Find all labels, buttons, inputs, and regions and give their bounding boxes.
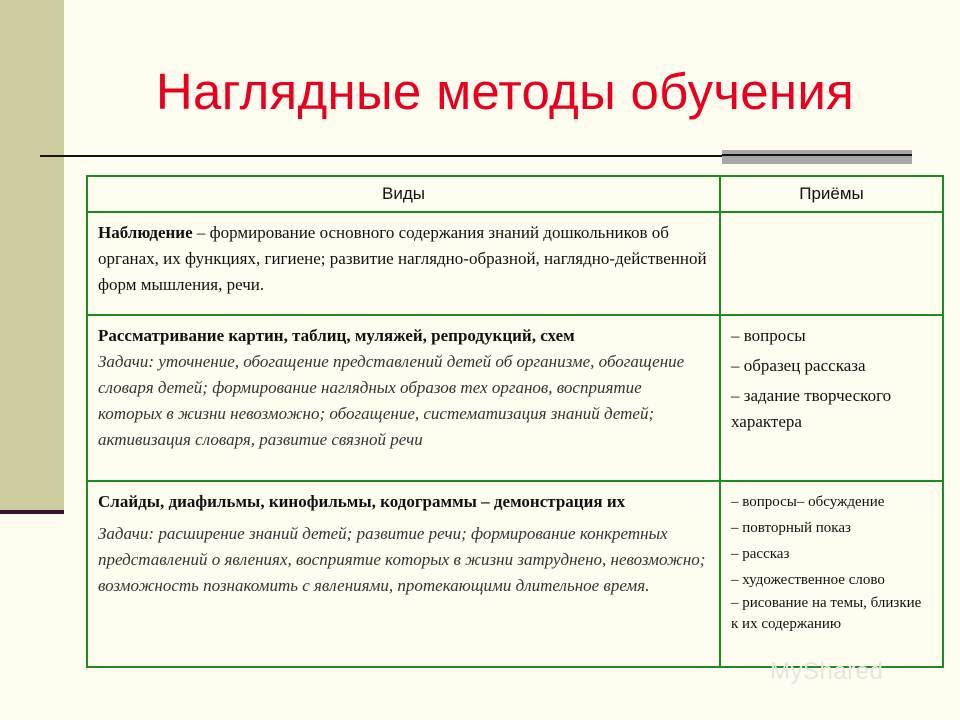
header-techniques: Приёмы [720,176,943,212]
list-item: – вопросы [731,326,806,345]
table-header-row [87,176,943,212]
list-item: – рассказ [731,546,790,562]
row2-type-cell [87,315,720,481]
row3-type-cell [87,481,720,667]
header-types: Виды [87,176,720,212]
row2-techniques-list [731,323,932,435]
watermark-logo: MyShared [770,658,884,685]
row3-techniques-list [731,489,932,635]
title-divider-accent [722,150,912,164]
table-row [87,315,943,481]
list-item: – вопросы– обсуждение [731,494,885,510]
table-row [87,212,943,315]
row2-techniques-cell [720,315,943,481]
slide-title: Наглядные методы обучения [155,63,855,120]
list-item: – художественное слово [731,572,885,588]
table-row [87,481,943,667]
row2-heading: Рассматривание картин, таблиц, муляжей, репродукций, схем [98,326,575,345]
methods-table [86,175,944,668]
row2-tasks: Задачи: уточнение, обогащение представлений детей об организме, обогащение словаря детей; формирование наглядных образов тех органов, восприятие которых в жизни невозможно; обогащение, систематизация знаний детей; активизация словаря, развитие связной речи [98,352,685,449]
list-item: – задание творческого характера [731,386,892,431]
list-item: – повторный показ [731,520,851,536]
row3-tasks: Задачи: расширение знаний детей; развитие речи; формирование конкретных представлений о явлениях, восприятие которых в жизни затруднено, невозможно; возможность познакомить с явлениями, протекающими длительное время. [98,524,706,595]
side-accent-line [0,510,64,514]
row1-description: – формирование основного содержания знаний дошкольников об органах, их функциях, гигиене; развитие наглядно-образной, наглядно-действенной форм мышления, речи. [98,223,707,294]
row3-heading: Слайды, диафильмы, кинофильмы, кодограммы – демонстрация их [98,492,626,511]
row1-lead: Наблюдение [98,223,193,242]
list-item: – рисование на темы, близкие к их содержанию [731,595,922,632]
row3-techniques-cell [720,481,943,667]
row1-type-cell [87,212,720,315]
list-item: – образец рассказа [731,356,866,375]
row1-techniques-cell [720,212,943,315]
